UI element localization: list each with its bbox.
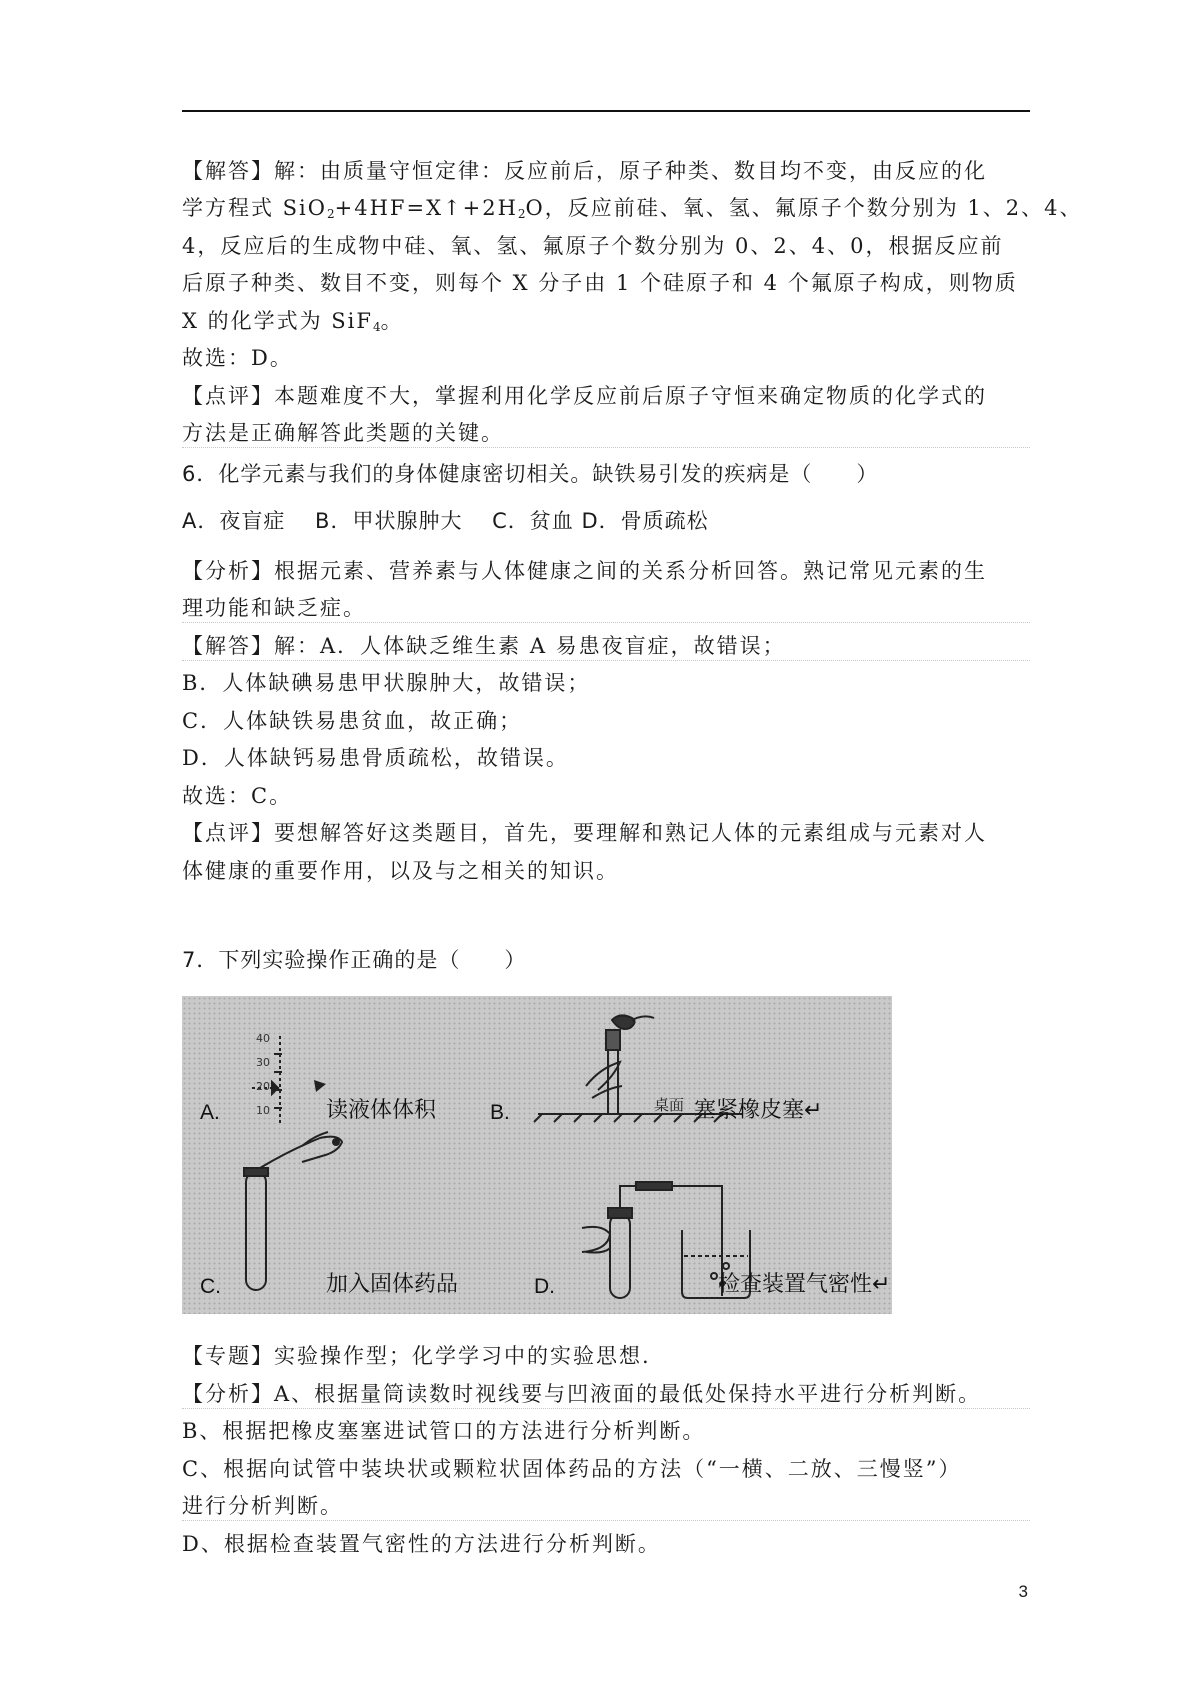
q5-comment-line-1: 【点评】本题难度不大，掌握利用化学反应前后原子守恒来确定物质的化学式的 <box>182 384 987 408</box>
q7-question: 7．下列实验操作正确的是（ ） <box>182 948 527 972</box>
solid-reagent-drawing <box>244 1132 342 1290</box>
option-a-letter: A. <box>200 1101 220 1124</box>
q6-answer-line-3: C．人体缺铁易患贫血，故正确； <box>182 709 523 733</box>
page-number: 3 <box>1018 1582 1028 1601</box>
q7-analysis-line-5: D、根据检查装置气密性的方法进行分析判断。 <box>182 1532 661 1556</box>
scale-mark-40: 40 <box>256 1032 270 1045</box>
q7-analysis-line-4: 进行分析判断。 <box>182 1492 1030 1521</box>
q5-answer-line-2: 学方程式 $SiO_2+4HF=X↑+2H_2O$，反应前硅、氧、氢、氟原子个数分别为 1、2、4、 <box>182 196 1083 221</box>
table-surface-label: 桌面 <box>654 1096 685 1114</box>
scale-mark-30: 30 <box>256 1056 270 1069</box>
option-a-caption: 读液体体积 <box>326 1098 437 1123</box>
q5-answer-line-5: X 的化学式为 SiF$_4$。 <box>182 309 404 334</box>
q6-answer-line-1: 【解答】解：A．人体缺乏维生素 A 易患夜盲症，故错误； <box>182 632 1030 661</box>
q6-analysis-line-1: 【分析】根据元素、营养素与人体健康之间的关系分析回答。熟记常见元素的生 <box>182 559 987 583</box>
q6-choice: 故选：C。 <box>182 784 293 808</box>
q6-question: 6．化学元素与我们的身体健康密切相关。缺铁易引发的疾病是（ ） <box>182 462 879 486</box>
lab-drawings <box>182 996 892 1314</box>
q5-choice: 故选：D。 <box>182 346 293 370</box>
q6-comment-line-1: 【点评】要想解答好这类题目，首先，要理解和熟记人体的元素组成与元素对人 <box>182 821 987 845</box>
option-d-letter: D. <box>534 1275 555 1298</box>
scale-mark-20: 20 <box>256 1080 270 1093</box>
q5-answer-line-1: 【解答】解：由质量守恒定律：反应前后，原子种类、数目均不变，由反应的化 <box>182 159 987 183</box>
option-d-caption: 检查装置气密性↵ <box>718 1272 891 1297</box>
header-rule <box>182 110 1030 112</box>
q6-answer-line-4: D．人体缺钙易患骨质疏松，故错误。 <box>182 746 569 770</box>
option-c-letter: C. <box>200 1275 221 1298</box>
q7-analysis-line-3: C、根据向试管中装块状或颗粒状固体药品的方法（“一横、二放、三慢竖”） <box>182 1457 962 1481</box>
q6-options: A．夜盲症 B．甲状腺肿大 C．贫血 D．骨质疏松 <box>182 509 709 533</box>
q7-lab-figure <box>182 996 892 1314</box>
option-c-caption: 加入固体药品 <box>326 1272 459 1297</box>
q6-answer-line-2: B．人体缺碘易患甲状腺肿大，故错误； <box>182 671 591 695</box>
q5-comment-line-2: 方法是正确解答此类题的关键。 <box>182 419 1030 448</box>
q7-analysis-line-1: 【分析】A、根据量筒读数时视线要与凹液面的最低处保持水平进行分析判断。 <box>182 1380 1030 1409</box>
q7-analysis-line-2: B、根据把橡皮塞塞进试管口的方法进行分析判断。 <box>182 1419 706 1443</box>
option-b-letter: B. <box>490 1101 510 1124</box>
q6-analysis-line-2: 理功能和缺乏症。 <box>182 594 1030 623</box>
q7-topic: 【专题】实验操作型；化学学习中的实验思想. <box>182 1344 651 1368</box>
scale-mark-10: 10 <box>256 1104 270 1117</box>
q5-answer-line-3: 4，反应后的生成物中硅、氧、氢、氟原子个数分别为 0、2、4、0，根据反应前 <box>182 234 1004 258</box>
option-b-caption: 塞紧橡皮塞↵ <box>694 1098 823 1123</box>
eye-icon <box>314 1080 326 1092</box>
q5-answer-line-4: 后原子种类、数目不变，则每个 X 分子由 1 个硅原子和 4 个氟原子构成，则物质 <box>182 271 1018 295</box>
q6-comment-line-2: 体健康的重要作用，以及与之相关的知识。 <box>182 859 619 883</box>
